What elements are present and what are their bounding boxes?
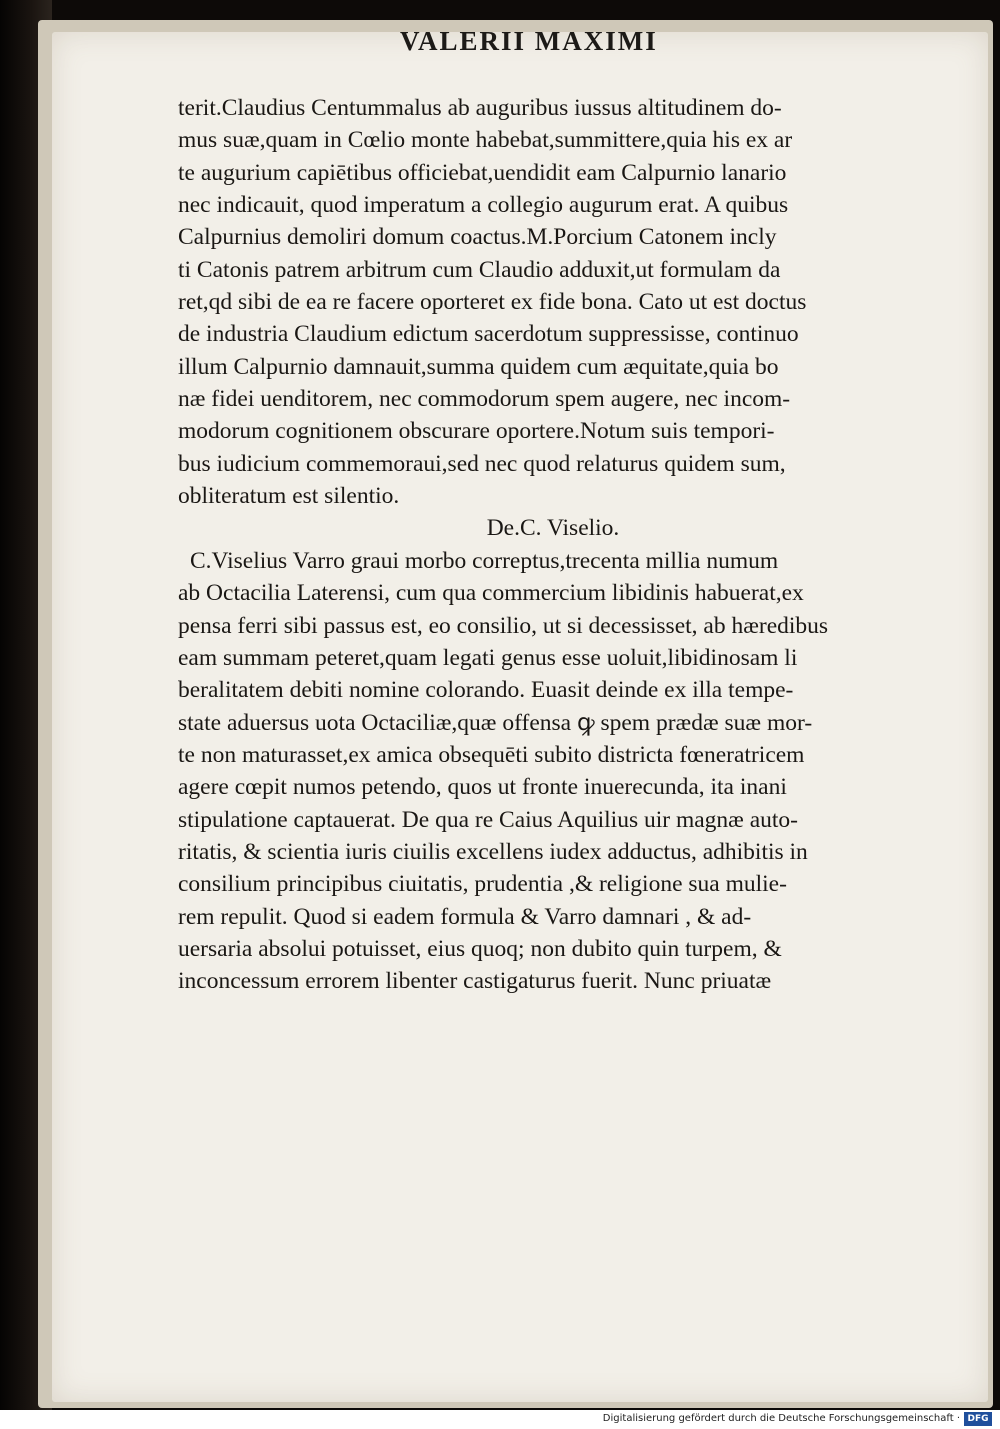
digitization-footer — [0, 1410, 1000, 1429]
running-head: VALERII MAXIMI — [400, 26, 658, 56]
text-line: ti Catonis patrem arbitrum cum Claudio adduxit,ut formulam da — [178, 256, 781, 283]
page-text — [178, 92, 898, 998]
text-line: illum Calpurnio damnauit,summa quidem cum æquitate,quia bo — [178, 353, 779, 380]
text-line: næ fidei uenditorem, nec commodorum spem augere, nec incom- — [178, 386, 791, 413]
text-line: agere cœpit numos petendo, quos ut fronte inuerecunda, ita inani — [178, 774, 787, 801]
text-line: obliteratum est silentio. — [178, 483, 400, 510]
text-line: de industria Claudium edictum sacerdotum suppressisse, continuo — [178, 321, 799, 348]
section-heading: De.C. Viselio. — [486, 515, 620, 542]
text-line: mus suæ,quam in Cœlio monte habebat,summittere,quia his ex ar — [178, 127, 793, 154]
text-line: C.Viselius Varro graui morbo correptus,trecenta millia numum — [190, 547, 779, 574]
text-line: state aduersus uota Octaciliæ,quæ offensa ꝙ spem prædæ suæ mor- — [178, 709, 813, 736]
text-line: beralitatem debiti nomine colorando. Euasit deinde ex illa tempe- — [178, 677, 794, 704]
text-line: te augurium capiētibus officiebat,uendidit eam Calpurnio lanario — [178, 159, 787, 186]
text-line: stipulatione captauerat. De qua re Caius Aquilius uir magnæ auto- — [178, 806, 798, 833]
text-line: pensa ferri sibi passus est, eo consilio, ut si decessisset, ab hæredibus — [178, 612, 829, 639]
text-line: ret,qd sibi de ea re facere oporteret ex fide bona. Cato ut est doctus — [178, 289, 807, 316]
dfg-logo: DFG — [964, 1412, 992, 1426]
text-line: terit.Claudius Centummalus ab auguribus iussus altitudinem do- — [178, 95, 782, 121]
text-line: bus iudicium commemoraui,sed nec quod relaturus quidem sum, — [178, 450, 786, 477]
text-line: te non maturasset,ex amica obsequēti subito districta fœneratricem — [178, 741, 805, 768]
text-line: eam summam peteret,quam legati genus esse uoluit,libidinosam li — [178, 644, 798, 671]
text-line: rem repulit. Quod si eadem formula & Varro damnari , & ad- — [178, 903, 752, 930]
funding-credit: Digitalisierung gefördert durch die Deutsche Forschungsgemeinschaft · — [602, 1413, 960, 1424]
text-line: ab Octacilia Laterensi, cum qua commercium libidinis habuerat,ex — [178, 580, 804, 607]
text-line: nec indicauit, quod imperatum a collegio augurum erat. A quibus — [178, 192, 789, 219]
text-line: ritatis, & scientia iuris ciuilis excellens iudex adductus, adhibitis in — [178, 838, 808, 865]
text-line: inconcessum errorem libenter castigaturus fuerit. Nunc priuatæ — [178, 968, 772, 995]
text-line: uersaria absolui potuisset, eius quoq; non dubito quin turpem, & — [178, 935, 782, 962]
text-line: consilium principibus ciuitatis, prudentia ,& religione sua mulie- — [178, 871, 787, 898]
text-line: modorum cognitionem obscurare oportere.Notum suis tempori- — [178, 418, 775, 445]
text-line: Calpurnius demoliri domum coactus.M.Porcium Catonem incly — [178, 224, 777, 251]
